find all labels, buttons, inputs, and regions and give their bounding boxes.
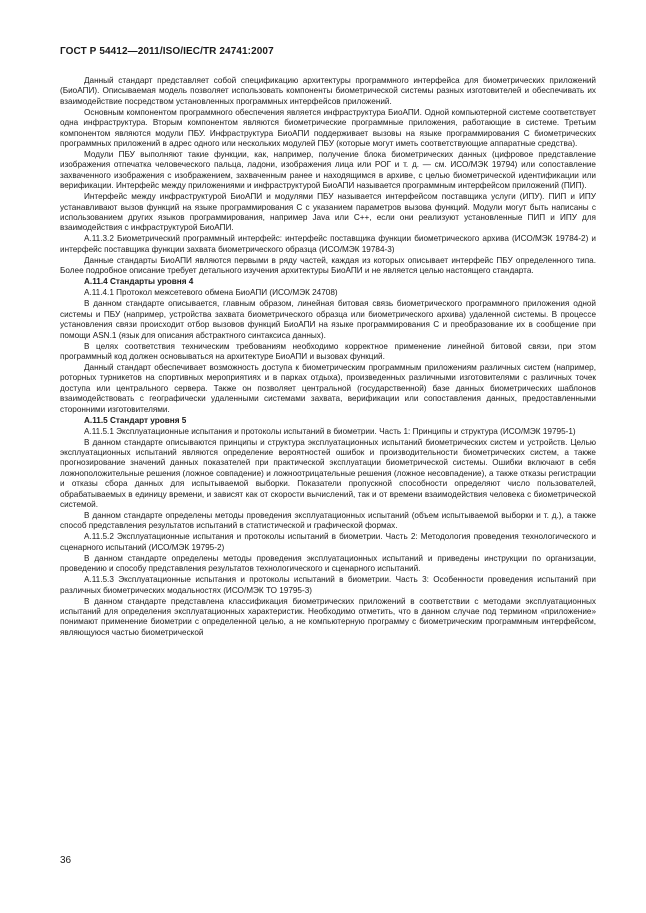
paragraph: В целях соответствия техническим требованиям необходимо корректное применение линейной битовой связи, при этом программный код должен основываться на архитектуре БиоАПИ и вызовах функций. [60, 341, 596, 361]
paragraph: Данные стандарты БиоАПИ являются первыми в ряду частей, каждая из которых описывает интерфейс ПБУ определенного типа. Более подробное описание требует детального изучения архитектуры БиоАПИ и не является целью настоящего стандарта. [60, 255, 596, 276]
paragraph: А.11.3.2 Биометрический программный интерфейс: интерфейс поставщика функции биометрического архива (ИСО/МЭК 19784-2) и интерфейс поставщика функции захвата биометрического образца (ИСО/МЭК 19784-3) [60, 234, 596, 254]
paragraph: Данный стандарт обеспечивает возможность доступа к биометрическим программным приложениям различных систем (например, роторных турникетов на спортивных мероприятиях и в парках отдыха), произведенных различными изготовителями с различных точек доступа или центрального сервера. Также он позволяет центральной (государственной) базе данных биометрических шаблонов взаимодействовать с географически удаленными системами захвата, верификации или сопоставления данных, предоставленными сторонними изготовителями. [60, 362, 596, 414]
paragraph: А.11.4.1 Протокол межсетевого обмена БиоАПИ (ИСО/МЭК 24708) [84, 288, 338, 298]
paragraph: В данном стандарте описываются принципы и структура эксплуатационных испытаний биометрических систем и устройств. Целью эксплуатационных испытаний являются определение вероятностей ошибок и производительности биометрических систем, а также прогнозирование значений данных показателей при практической эксплуатации биометрической системы. Ошибки включают в себя ложноположительные решения (ложное совпадение) и ложноотрицательные решения (ложное несовпадение), а также отказы регистрации и отказы сбора данных для испытываемой выборки. Показатели пропускной способности определяют число пользователей, обрабатываемых в единицу времени, и зависят как от скорости вычислений, так и от времени взаимодействия человека с биометрической системой. [60, 437, 596, 509]
paragraph: Основным компонентом программного обеспечения является инфраструктура БиоАПИ. Одной компьютерной системе соответствует одна инфраструктура. Вторым компонентом являются биометрические программные приложения, работающие в системе. Третьим компонентом являются модули ПБУ. Инфраструктура БиоАПИ поддерживает вызовы на языке программирования С биометрических программных приложений в адрес одного или нескольких модулей ПБУ (которые могут иметь соответствующие аппаратные средства). [60, 107, 596, 149]
paragraph: В данном стандарте описывается, главным образом, линейная битовая связь биометрического программного приложения одной системы и ПБУ (например, устройства захвата биометрического образца или биометрического архива) удаленной системы. В процессе установления связи происходит отбор вызовов функций БиоАПИ на языке программирования С и преобразование их в сообщение при помощи ASN.1 (язык для описания абстрактного синтаксиса данных). [60, 299, 596, 340]
section-heading: А.11.5 Стандарт уровня 5 [84, 415, 187, 425]
section-heading: А.11.4 Стандарты уровня 4 [84, 277, 194, 287]
document-header: ГОСТ Р 54412—2011/ISO/IEC/TR 24741:2007 [60, 46, 274, 57]
paragraph: А.11.5.1 Эксплуатационные испытания и протоколы испытаний в биометрии. Часть 1: Принципы и структура (ИСО/МЭК 19795-1) [84, 426, 576, 436]
page-number: 36 [60, 855, 72, 866]
paragraph: В данном стандарте определены методы проведения эксплуатационных испытаний (объем испытываемой выборки и т. д.), а также способ представления результатов испытаний в статистической и графической формах. [60, 510, 596, 531]
paragraph: Модули ПБУ выполняют такие функции, как, например, получение блока биометрических данных (цифровое представление изображения отпечатка человеческого пальца, ладони, изображения лица или РОГ и т. д. — см. ИСО/МЭК 19794) или сопоставление захваченного изображения с изображением, захваченным ранее и находящимся в архиве, с целью биометрической идентификации или верификации. Интерфейс между приложениями и инфраструктурой БиоАПИ называется программным интерфейсом приложений (ПИП). [60, 150, 596, 191]
document-body [60, 76, 596, 639]
paragraph: В данном стандарте определены методы проведения эксплуатационных испытаний и приведены инструкции по организации, проведению и способу представления результатов технологического и сценарного испытаний. [60, 553, 596, 574]
paragraph: В данном стандарте представлена классификация биометрических приложений в соответствии с методами эксплуатационных испытаний для определения эксплуатационных характеристик. Необходимо отметить, что в данном случае под термином «приложение» понимают применение биометрии с определенной целью, а не компьютерную программу с биометрическим программным интерфейсом, являющуюся частью биометрической [60, 596, 596, 637]
paragraph: Данный стандарт представляет собой спецификацию архитектуры программного интерфейса для биометрических приложений (БиоАПИ). Описываемая модель позволяет использовать компоненты биометрической системы разных изготовителей и обеспечивать их взаимодействие посредством установленных программных интерфейсов приложений. [60, 76, 596, 106]
paragraph: А.11.5.2 Эксплуатационные испытания и протоколы испытаний в биометрии. Часть 2: Методология проведения технологического и сценарного испытаний (ИСО/МЭК 19795-2) [60, 532, 596, 552]
paragraph: А.11.5.3 Эксплуатационные испытания и протоколы испытаний в биометрии. Часть 3: Особенности проведения испытаний при различных биометрических модальностях (ИСО/МЭК ТО 19795-3) [60, 575, 596, 595]
paragraph: Интерфейс между инфраструктурой БиоАПИ и модулями ПБУ называется интерфейсом поставщика услуги (ИПУ). ПИП и ИПУ устанавливают вызов функций на языке программирования С с указанием параметров вызова функций. Модули могут быть написаны с использованием других языков программирования, например Java или С++, если они реализуют установленные ПИП и ИПУ для взаимодействия с инфраструктурой БиоАПИ. [60, 192, 596, 233]
